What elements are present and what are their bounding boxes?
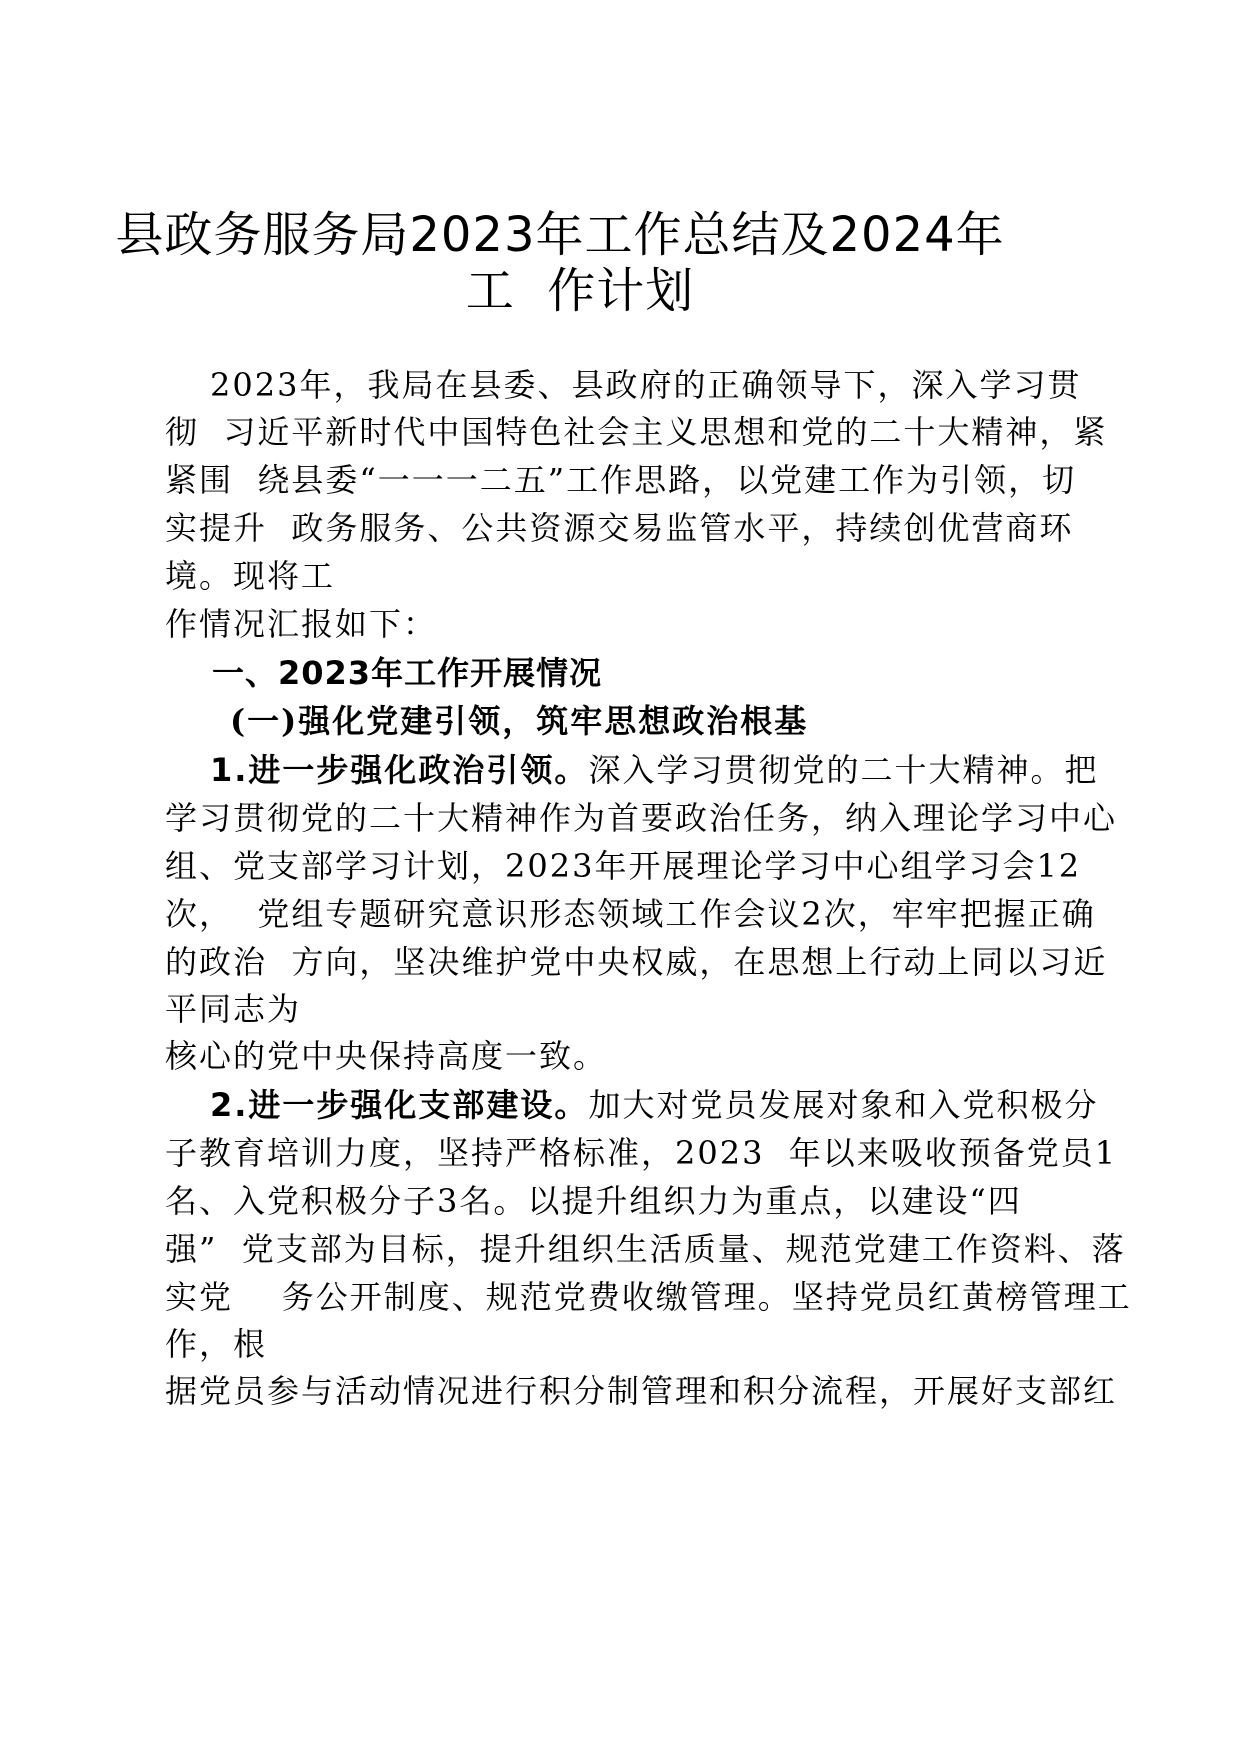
section-heading: 一、2023年工作开展情况: [212, 654, 603, 692]
item1-line-5: 的政治 方向，坚决维护党中央权威，在思想上行动上同以习近: [165, 943, 1108, 981]
item1-lead: 1.进一步强化政治引领。: [210, 751, 589, 789]
item2-line-3: 名、入党积极分子3名。以提升组织力为重点，以建设“四: [165, 1182, 1022, 1220]
item1-first-line: [210, 745, 1098, 791]
item1-first-rest: 深入学习贯彻党的二十大精神。把: [588, 751, 1099, 789]
item2-first-rest: 加大对党员发展对象和入党积极分: [588, 1086, 1099, 1124]
item2-line-2: 子教育培训力度，坚持严格标准，2023 年以来吸收预备党员1: [165, 1134, 1118, 1172]
intro-line-4: 实提升 政务服务、公共资源交易监管水平，持续创优营商环: [165, 509, 1074, 547]
document-title-line-2: 工 作计划: [465, 263, 695, 319]
intro-line-6: 作情况汇报如下：: [165, 605, 438, 643]
item1-line-7: 核心的党中央保持高度一致。: [165, 1037, 608, 1075]
intro-line-2: 彻 习近平新时代中国特色社会主义思想和党的二十大精神，紧: [165, 413, 1108, 451]
item2-line-5: 实党 务公开制度、规范党费收缴管理。坚持党员红黄榜管理工: [165, 1278, 1132, 1316]
item2-line-6: 作，根: [165, 1325, 268, 1363]
item2-first-line: [210, 1080, 1098, 1126]
item1-line-2: 学习贯彻党的二十大精神作为首要政治任务，纳入理论学习中心: [165, 799, 1118, 837]
intro-line-5: 境。现将工: [165, 557, 336, 595]
subsection-heading: (一)强化党建引领，筑牢思想政治根基: [230, 702, 809, 740]
item2-line-7: 据党员参与活动情况进行积分制管理和积分流程，开展好支部红: [165, 1372, 1118, 1410]
document-title-line-1: 县政务服务局2023年工作总结及2024年: [115, 207, 1005, 263]
item1-line-6: 平同志为: [165, 990, 302, 1028]
item2-line-4: 强” 党支部为目标，提升组织生活质量、规范党建工作资料、落: [165, 1230, 1126, 1268]
intro-line-1: 2023年，我局在县委、县政府的正确领导下，深入学习贯: [210, 366, 1082, 404]
item2-lead: 2.进一步强化支部建设。: [210, 1086, 589, 1124]
item1-line-3: 组、党支部学习计划，2023年开展理论学习中心组学习会12: [165, 847, 1082, 885]
item1-line-4: 次， 党组专题研究意识形态领域工作会议2次，牢牢把握正确: [165, 895, 1096, 933]
intro-line-3: 紧围 绕县委“一一一二五”工作思路，以党建工作为引领，切: [165, 461, 1077, 499]
